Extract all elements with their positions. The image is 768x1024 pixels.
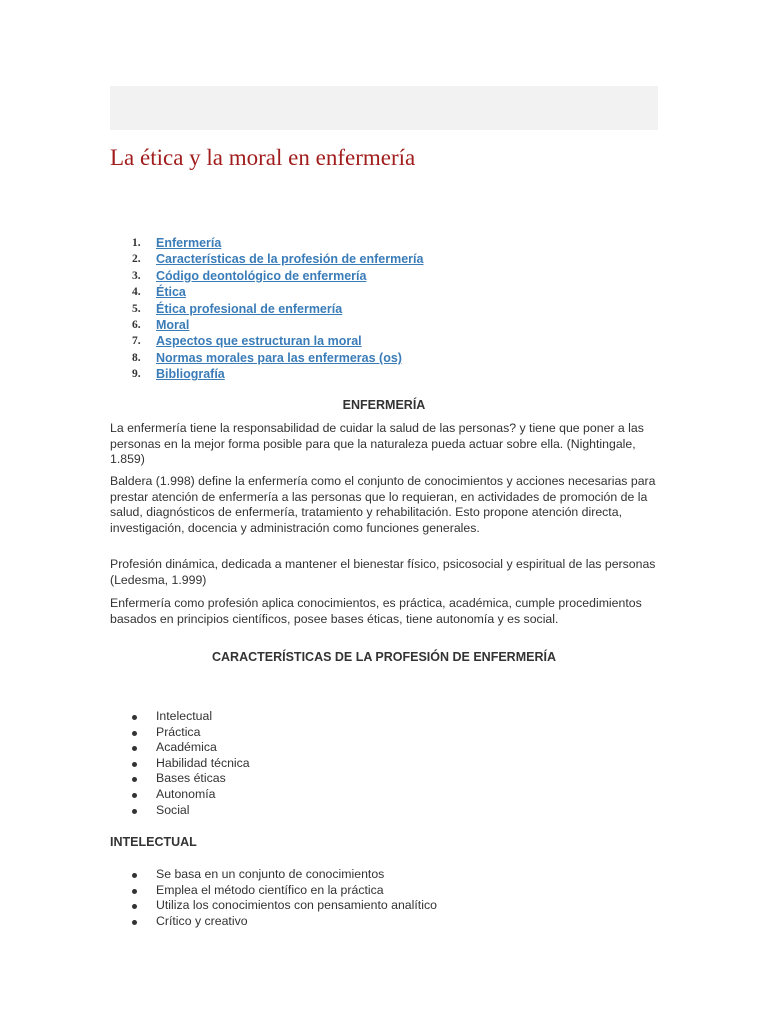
list-item <box>110 709 250 725</box>
toc-link-bibliografia[interactable]: Bibliografía <box>156 367 225 382</box>
bullet-icon <box>132 762 137 767</box>
list-item-text: Utiliza los conocimientos con pensamiento analítico <box>156 898 437 913</box>
toc-item <box>110 251 423 267</box>
toc-link-normas-morales[interactable]: Normas morales para las enfermeras (os) <box>156 350 402 365</box>
toc-link-aspectos-moral[interactable]: Aspectos que estructuran la moral <box>156 334 362 349</box>
toc-number: 8. <box>132 351 141 364</box>
bullet-icon <box>132 731 137 736</box>
toc-link-enfermeria[interactable]: Enfermería <box>156 236 222 250</box>
page-title: La ética y la moral en enfermería <box>110 145 416 170</box>
list-item <box>110 740 250 756</box>
list-item <box>110 803 250 819</box>
toc-item <box>110 317 423 333</box>
intelectual-list <box>110 867 437 929</box>
list-item-text: Habilidad técnica <box>156 755 250 770</box>
toc-item <box>110 333 423 349</box>
bullet-icon <box>132 904 137 909</box>
toc-link-codigo-deontologico[interactable]: Código deontológico de enfermería <box>156 268 367 283</box>
bullet-icon <box>132 746 137 751</box>
list-item <box>110 787 250 803</box>
bullet-icon <box>132 920 137 925</box>
toc-number: 6. <box>132 318 141 331</box>
list-item-text: Crítico y creativo <box>156 913 248 928</box>
toc-item <box>110 301 423 317</box>
toc-number: 1. <box>132 237 141 249</box>
table-of-contents <box>110 235 423 383</box>
toc-link-moral[interactable]: Moral <box>156 317 190 332</box>
list-item-text: Autonomía <box>156 786 216 801</box>
list-item-text: Bases éticas <box>156 771 226 786</box>
bullet-icon <box>132 777 137 782</box>
list-item <box>110 867 437 883</box>
toc-item <box>110 235 423 251</box>
paragraph: Baldera (1.998) define la enfermería como el conjunto de conocimientos y acciones necesarias para prestar atención de enfermería a las personas que lo requieran, en actividades de promoción de la salud, diagnósticos de enfermería, tratamiento y rehabilitación. Esto propone atención directa, investigación, docencia y administración como funciones generales. <box>110 474 656 535</box>
bullet-icon <box>132 715 137 720</box>
list-item-text: Se basa en un conjunto de conocimientos <box>156 867 385 881</box>
list-item-text: Práctica <box>156 724 201 739</box>
toc-number: 2. <box>132 253 141 266</box>
top-banner-placeholder <box>110 86 658 130</box>
list-item <box>110 756 250 772</box>
toc-item <box>110 366 423 382</box>
toc-link-caracteristicas[interactable]: Características de la profesión de enfermería <box>156 252 424 267</box>
toc-link-etica[interactable]: Ética <box>156 285 186 300</box>
toc-link-etica-profesional[interactable]: Ética profesional de enfermería <box>156 301 343 316</box>
list-item <box>110 725 250 741</box>
list-item <box>110 771 250 787</box>
list-item <box>110 898 437 914</box>
paragraph: Profesión dinámica, dedicada a mantener el bienestar físico, psicosocial y espiritual de las personas (Ledesma, 1.999) <box>110 557 656 587</box>
paragraph: La enfermería tiene la responsabilidad de cuidar la salud de las personas? y tiene que poner a las personas en la mejor forma posible para que la naturaleza pueda actuar sobre ella. (Nightingale, 1.859) <box>110 421 644 466</box>
toc-number: 3. <box>132 269 141 282</box>
toc-number: 9. <box>132 368 141 381</box>
bullet-icon <box>132 793 137 798</box>
toc-number: 4. <box>132 286 141 299</box>
list-item-text: Intelectual <box>156 709 213 723</box>
bullet-icon <box>132 809 137 814</box>
toc-number: 5. <box>132 302 141 315</box>
paragraph: Enfermería como profesión aplica conocimientos, es práctica, académica, cumple procedimientos basados en principios científicos, posee bases éticas, tiene autonomía y es social. <box>110 596 642 626</box>
list-item <box>110 883 437 899</box>
toc-number: 7. <box>132 335 141 348</box>
caracteristicas-list <box>110 709 250 818</box>
bullet-icon <box>132 873 137 878</box>
list-item-text: Emplea el método científico en la práctica <box>156 882 384 897</box>
subheading-intelectual: INTELECTUAL <box>110 835 197 849</box>
toc-item <box>110 284 423 300</box>
list-item-text: Académica <box>156 740 217 755</box>
toc-item <box>110 268 423 284</box>
toc-item <box>110 350 423 366</box>
list-item-text: Social <box>156 802 190 817</box>
list-item <box>110 914 437 930</box>
section-heading-caracteristicas: CARACTERÍSTICAS DE LA PROFESIÓN DE ENFERMERÍA <box>211 650 556 664</box>
bullet-icon <box>132 889 137 894</box>
section-heading-enfermeria: ENFERMERÍA <box>342 398 426 412</box>
